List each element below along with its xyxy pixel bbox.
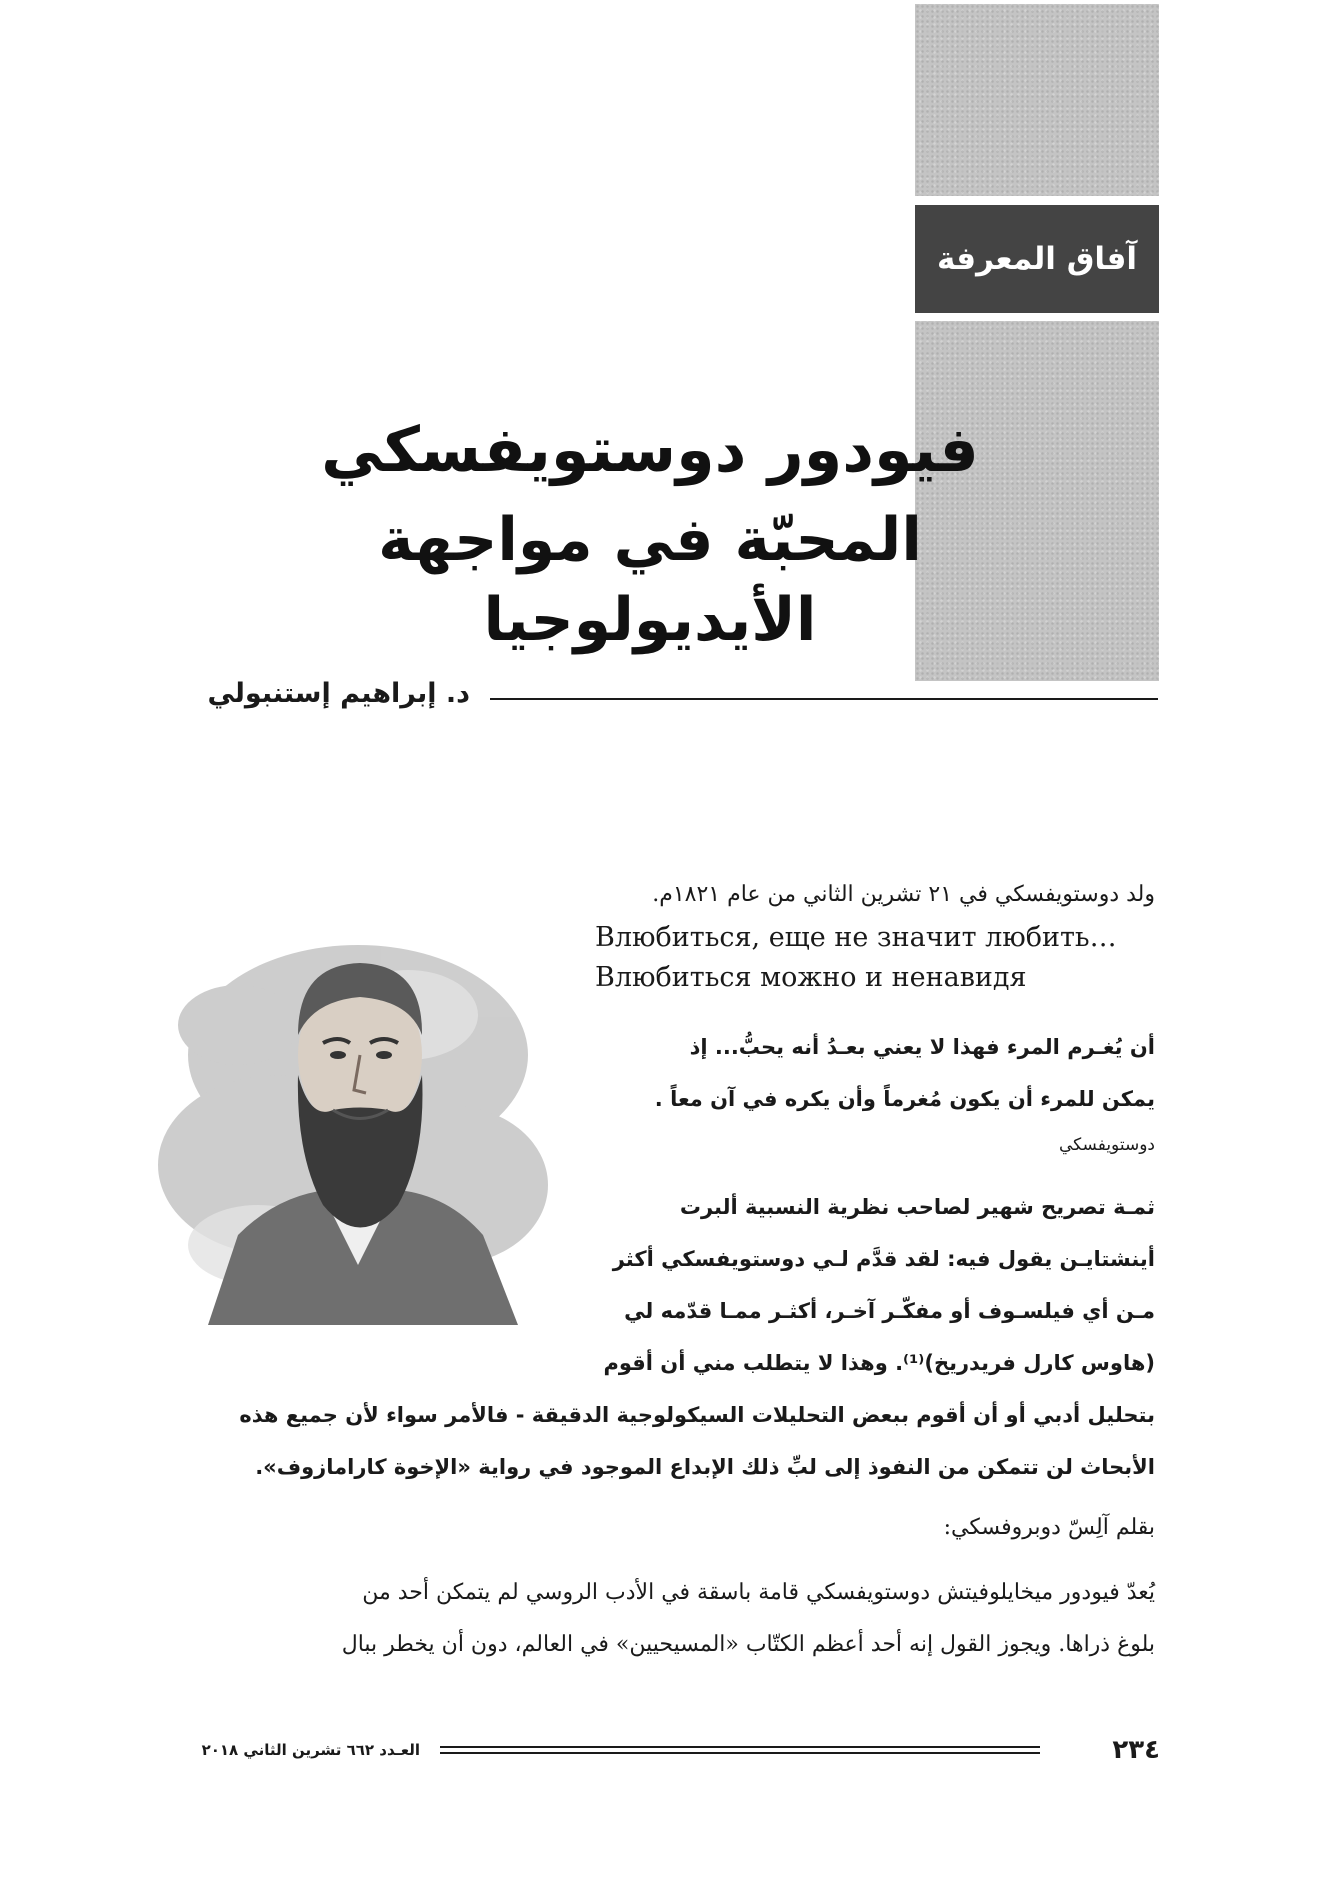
author-name: د. إبراهيم إستنبولي (207, 678, 470, 709)
paragraph-line: ثمـة تصريح شهير لصاحب نظرية النسبية ألبرت (679, 1195, 1155, 1219)
paragraph-line: بلوغ ذراها. ويجوز القول إنه أحد أعظم الكتّاب «المسيحيين» في العالم، دون أن يخطر ببال (341, 1632, 1155, 1657)
birth-line: ولد دوستويفسكي في ٢١ تشرين الثاني من عام ١٨٢١م. (652, 882, 1155, 907)
arabic-quote-line-1: أن يُغـرم المرء فهذا لا يعني بعـدُ أنه يحبُّ... إذ (689, 1035, 1155, 1059)
second-byline: بقلم آلِسّ دوبروفسكي: (943, 1515, 1155, 1540)
arabic-quote-line-2: يمكن للمرء أن يكون مُغرماً وأن يكره في آن معاً . (654, 1087, 1155, 1111)
article-title-line-2: المحبّة في مواجهة الأيديولوجيا (378, 505, 922, 655)
paragraph-line: بتحليل أدبي أو أن أقوم ببعض التحليلات السيكولوجية الدقيقة - فالأمر سواء لأن جميع هذه (239, 1403, 1155, 1427)
russian-quote-line-1: Влюбиться, еще не значит любить… (595, 922, 1117, 953)
page-number: ٢٣٤ (1112, 1735, 1160, 1765)
paragraph-line: مـن أي فيلسـوف أو مفكّـر آخـر، أكثـر ممـا قدّمه لي (624, 1299, 1155, 1323)
issue-info: العـدد ٦٦٢ تشرين الثاني ٢٠١٨ (201, 1741, 420, 1759)
paragraph-line: الأبحاث لن تتمكن من النفوذ إلى لبِّ ذلك الإبداع الموجود في رواية «الإخوة كارامازوف». (255, 1455, 1155, 1479)
paragraph-line: يُعدّ فيودور ميخايلوفيتش دوستويفسكي قامة باسقة في الأدب الروسي لم يتمكن أحد من (362, 1580, 1155, 1605)
decorative-band-top (915, 4, 1159, 196)
portrait-illustration (148, 905, 568, 1325)
section-tag: آفاق المعرفة (915, 205, 1159, 313)
article-title-line-1: فيودور دوستويفسكي (321, 413, 979, 486)
paragraph-line: (هاوس كارل فريدريخ)⁽¹⁾. وهذا لا يتطلب مني أن أقوم (603, 1351, 1155, 1375)
footer-divider (440, 1752, 1040, 1754)
footer-divider (440, 1746, 1040, 1748)
russian-quote-line-2: Влюбиться можно и ненавидя (595, 962, 1027, 993)
author-divider (490, 698, 1158, 700)
quote-attribution: دوستويفسكي (1059, 1135, 1155, 1155)
paragraph-line: أينشتايـن يقول فيه: لقد قدَّم لـي دوستويفسكي أكثر (612, 1247, 1155, 1271)
